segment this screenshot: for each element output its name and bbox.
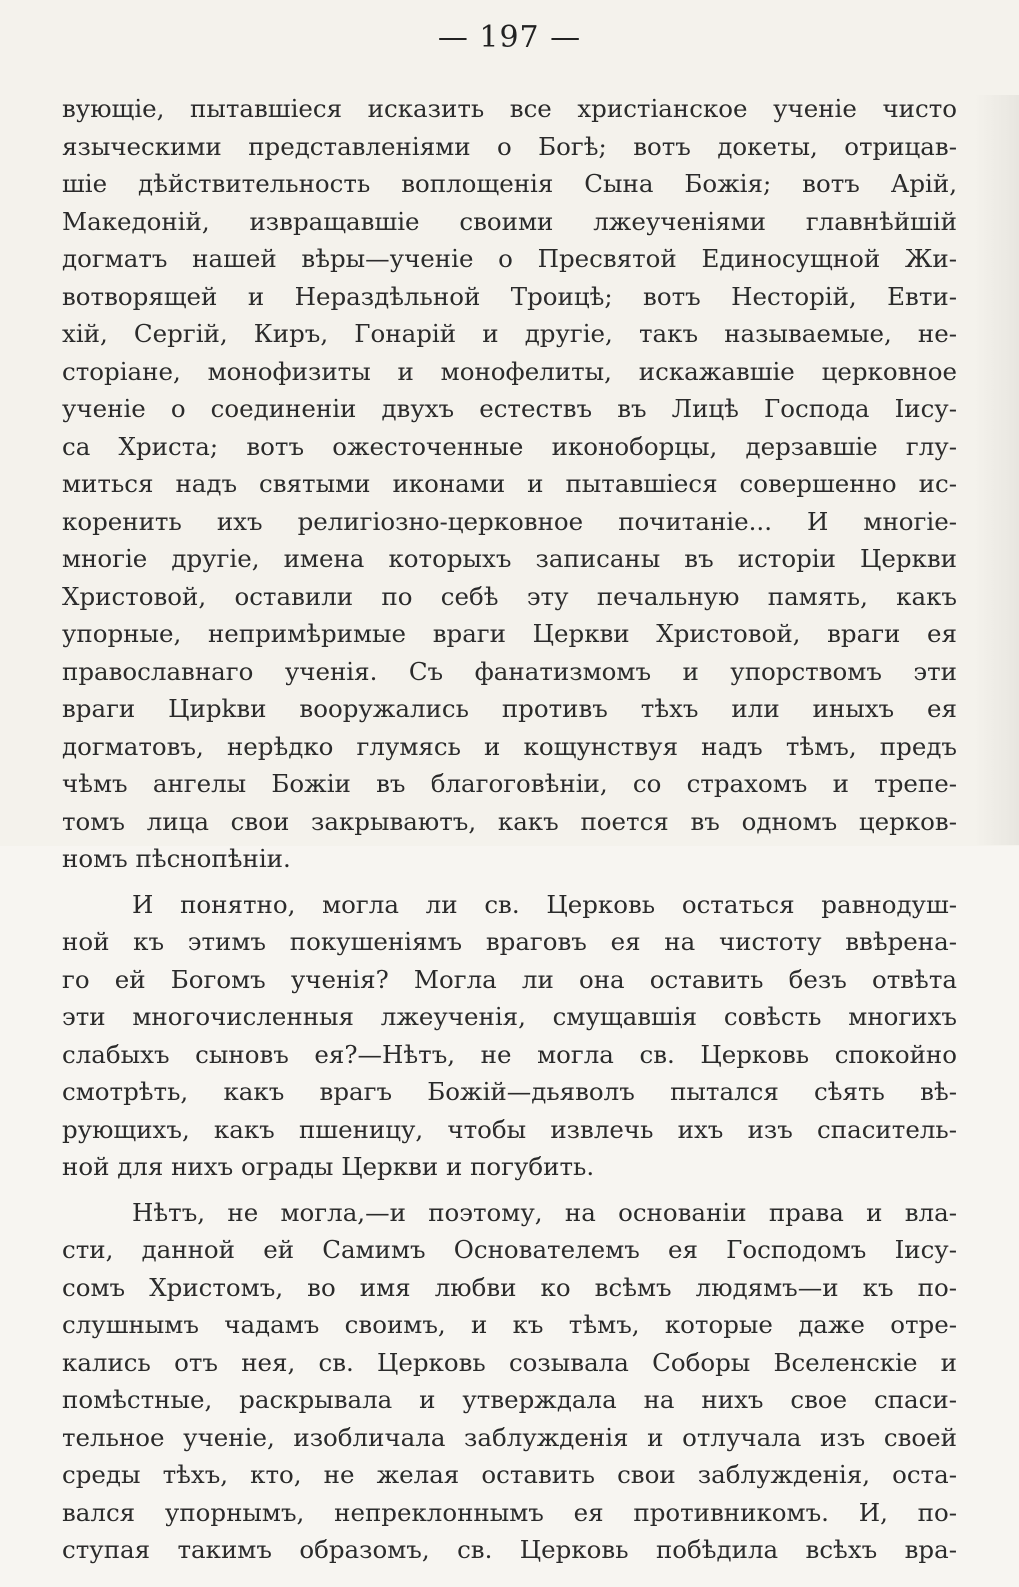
text-line: томъ лица свои закрываютъ, какъ поется въ одномъ церков-: [62, 806, 957, 836]
text-line: слабыхъ сыновъ ея?—Нѣтъ, не могла св. Церковь спокойно: [62, 1039, 957, 1069]
text-line: тельное ученіе, изобличала заблужденія и отлучала изъ своей: [62, 1422, 957, 1452]
text-line: Македоній, извращавшіе своими лжеученіями главнѣйшій: [62, 206, 957, 236]
text-line: догматъ нашей вѣры—ученіе о Пресвятой Единосущной Жи-: [62, 244, 957, 273]
page-number: — 197 —: [437, 20, 582, 55]
text-line: вался упорнымъ, непреклоннымъ ея противникомъ. И, по-: [62, 1497, 957, 1527]
text-line: ной къ этимъ покушеніямъ враговъ ея на чистоту ввѣрена-: [62, 927, 957, 956]
text-line: упорные, непримѣримые враги Церкви Христовой, враги ея: [62, 619, 957, 648]
text-line: кались отъ нея, св. Церковь созывала Соборы Вселенскіе и: [62, 1347, 957, 1377]
text-line: ной для нихъ ограды Церкви и погубить.: [62, 1152, 595, 1181]
text-line: помѣстные, раскрывала и утверждала на нихъ свое спаси-: [62, 1385, 957, 1414]
text-line: миться надъ святыми иконами и пытавшіеся совершенно ис-: [62, 469, 957, 498]
text-line: слушнымъ чадамъ своимъ, и къ тѣмъ, которые даже отре-: [62, 1310, 957, 1339]
text-line: шіе дѣйствительность воплощенія Сына Божія; вотъ Арій,: [62, 169, 957, 198]
text-line: православнаго ученія. Съ фанатизмомъ и упорствомъ эти: [62, 656, 957, 686]
text-line: И понятно, могла ли св. Церковь остаться равнодуш-: [132, 889, 957, 919]
text-line: са Христа; вотъ ожесточенные иконоборцы, дерзавшіе глу-: [62, 431, 957, 461]
text-line: ученіе о соединеніи двухъ естествъ въ Лицѣ Господа Іису-: [62, 394, 957, 423]
text-line: Нѣтъ, не могла,—и поэтому, на основаніи права и вла-: [132, 1197, 957, 1227]
text-line: эти многочисленныя лжеученія, смущавшія совѣсть многихъ: [62, 1002, 957, 1031]
text-line: среды тѣхъ, кто, не желая оставить свои заблужденія, оста-: [62, 1460, 957, 1489]
text-line: чѣмъ ангелы Божіи въ благоговѣніи, со страхомъ и трепе-: [62, 769, 957, 798]
text-line: сомъ Христомъ, во имя любви ко всѣмъ людямъ—и къ по-: [62, 1272, 957, 1302]
page-shadow: [974, 95, 1019, 845]
body-text: [62, 90, 957, 1569]
text-line: смотрѣть, какъ врагъ Божій—дьяволъ пытался сѣять вѣ-: [62, 1077, 957, 1106]
text-line: рующихъ, какъ пшеницу, чтобы извлечь ихъ изъ спаситель-: [62, 1114, 957, 1144]
text-line: Христовой, оставили по себѣ эту печальную память, какъ: [62, 581, 957, 611]
text-line: сти, данной ей Самимъ Основателемъ ея Господомъ Іису-: [62, 1235, 957, 1264]
text-line: враги Цирkви вооружались противъ тѣхъ или иныхъ ея: [62, 694, 957, 723]
text-line: го ей Богомъ ученія? Могла ли она оставить безъ отвѣта: [62, 964, 957, 994]
text-line: вотворящей и Нераздѣльной Троицѣ; вотъ Несторій, Евти-: [62, 281, 957, 311]
text-line: ступая такимъ образомъ, св. Церковь побѣдила всѣхъ вра-: [62, 1535, 957, 1564]
text-line: языческими представленіями о Богѣ; вотъ докеты, отрицав-: [62, 131, 957, 161]
text-line: номъ пѣснопѣніи.: [62, 844, 291, 873]
text-line: сторіане, монофизиты и монофелиты, искажавшіе церковное: [62, 356, 957, 386]
text-line: догматовъ, нерѣдко глумясь и кощунствуя надъ тѣмъ, предъ: [62, 731, 957, 761]
text-line: хій, Сергій, Киръ, Гонарій и другіе, такъ называемые, не-: [62, 319, 957, 348]
text-line: вующіе, пытавшіеся исказить все христіанское ученіе чисто: [62, 94, 957, 123]
text-line: коренить ихъ религіозно-церковное почитаніе... И многіе-: [62, 506, 957, 536]
text-line: многіе другіе, имена которыхъ записаны въ исторіи Церкви: [62, 544, 957, 573]
